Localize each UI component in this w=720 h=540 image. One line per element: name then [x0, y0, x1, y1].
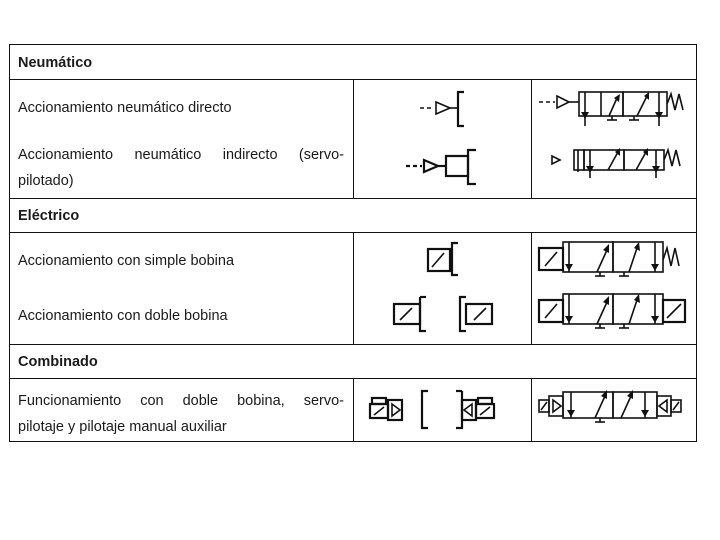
table-border-right [696, 44, 697, 442]
solenoid-single-icon [424, 240, 464, 280]
pneumatic-servo-pilot-icon [404, 148, 480, 188]
row-label-double-coil: Accionamiento con doble bobina [18, 308, 228, 324]
row-label-combined-line2: pilotaje y pilotaje manual auxiliar [18, 419, 227, 435]
valve-servo-pilot-icon [548, 142, 688, 186]
column-divider [353, 232, 354, 345]
solenoid-double-icon [390, 294, 500, 334]
column-divider [531, 378, 532, 442]
column-divider [531, 232, 532, 345]
row-label-single-coil: Accionamiento con simple bobina [18, 253, 235, 269]
section-title-electrico: Eléctrico [18, 208, 80, 224]
valve-direct-pneumatic-icon [537, 86, 687, 130]
row-label-indirect-pneumatic-line2: pilotado) [18, 173, 74, 189]
pneumatic-direct-icon [418, 90, 468, 130]
table-border-left [9, 44, 10, 442]
row-label-combined-line1: Funcionamiento con doble bobina, servo- [18, 393, 344, 409]
valve-single-coil-icon [537, 238, 687, 282]
column-divider [353, 79, 354, 199]
column-divider [531, 79, 532, 199]
row-label-indirect-pneumatic-line1: Accionamiento neumático indirecto (servo- [18, 147, 344, 163]
valve-combined-icon [537, 386, 687, 430]
combined-actuation-icon [366, 388, 526, 432]
section-title-combinado: Combinado [18, 354, 98, 370]
column-divider [353, 378, 354, 442]
row-label-direct-pneumatic: Accionamiento neumático directo [18, 100, 232, 116]
valve-double-coil-icon [537, 290, 687, 334]
section-title-neumatico: Neumático [18, 55, 93, 71]
table-border-top [9, 44, 697, 45]
